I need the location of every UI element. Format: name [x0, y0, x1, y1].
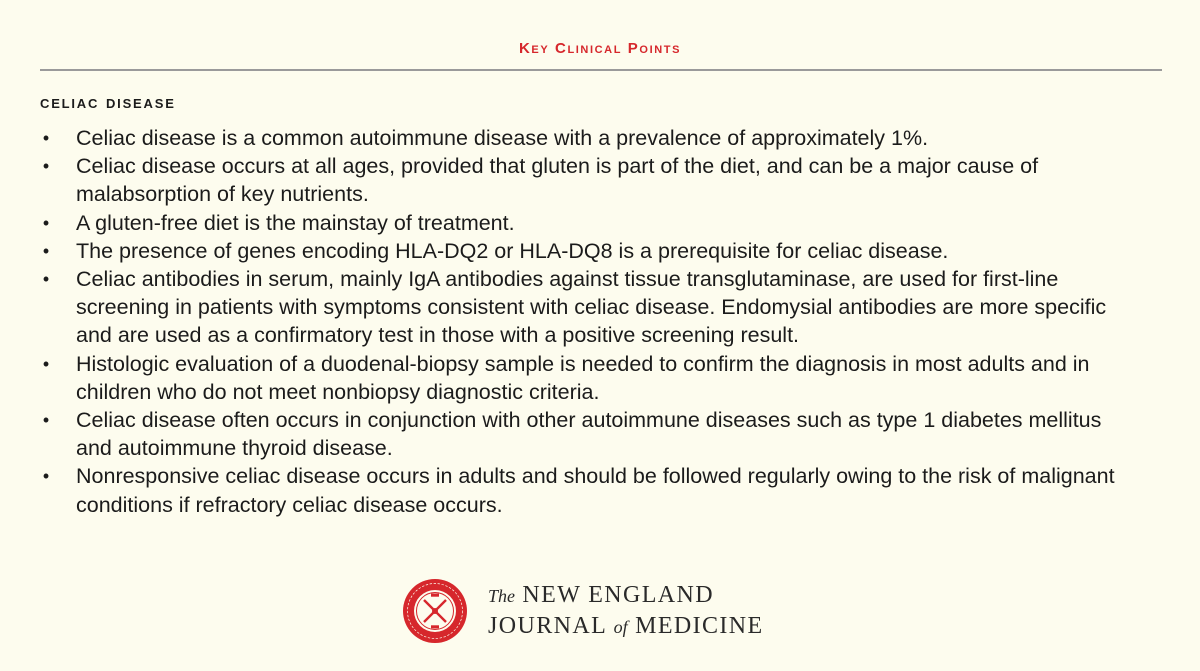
key-point-text: Celiac disease is a common autoimmune disease with a prevalence of approximately 1%.: [76, 126, 929, 150]
bullet-icon: •: [42, 128, 50, 148]
key-point-item: [40, 265, 1140, 350]
bullet-icon: •: [42, 466, 50, 487]
key-point-text: Histologic evaluation of a duodenal-biopsy sample is needed to confirm the diagnosis in most adults and in children who do not meet nonbiopsy diagnostic criteria.: [76, 351, 1090, 404]
key-point-text: Nonresponsive celiac disease occurs in adults and should be followed regularly owing to the risk of malignant conditions if refractory celiac disease occurs.: [76, 464, 1115, 517]
bullet-icon: •: [42, 410, 50, 431]
key-point-item: [40, 350, 1140, 406]
bullet-icon: •: [42, 353, 50, 374]
nejm-seal-icon: [402, 578, 468, 644]
key-point-text: Celiac disease often occurs in conjunction with other autoimmune diseases such as type 1 diabetes mellitus and autoimmune thyroid disease.: [76, 408, 1102, 461]
key-point-item: [40, 124, 1140, 152]
key-point-text: The presence of genes encoding HLA-DQ2 or HLA-DQ8 is a prerequisite for celiac disease.: [76, 238, 949, 263]
bullet-icon: •: [42, 212, 50, 233]
logo-line2b: MEDICINE: [635, 613, 764, 639]
key-point-item: [40, 237, 1140, 265]
key-point-item: [40, 152, 1140, 208]
journal-wordmark: [488, 580, 764, 642]
header-divider: [40, 69, 1162, 71]
key-point-text: A gluten-free diet is the mainstay of treatment.: [76, 210, 515, 235]
key-point-text: Celiac antibodies in serum, mainly IgA antibodies against tissue transglutaminase, are used for first-line screening in patients with symptoms consistent with celiac disease. Endomysial antibodies are more specific and are used as a confirmatory test in those with a positive screening result.: [76, 267, 1107, 348]
key-points-list: [40, 124, 1140, 519]
bullet-icon: •: [42, 269, 50, 290]
logo-line2a: JOURNAL: [488, 613, 607, 639]
logo-the: The: [488, 586, 515, 606]
bullet-icon: •: [42, 240, 50, 261]
header-title: Key Clinical Points: [518, 40, 682, 57]
section-heading: celiac disease: [40, 92, 176, 112]
logo-line1: NEW ENGLAND: [522, 582, 714, 608]
key-point-item: [40, 462, 1140, 518]
logo-of: of: [613, 617, 628, 637]
journal-logo: [402, 578, 764, 644]
key-point-text: Celiac disease occurs at all ages, provided that gluten is part of the diet, and can be a major cause of malabsorption of key nutrients.: [76, 154, 1039, 207]
key-point-item: [40, 406, 1140, 462]
bullet-icon: •: [42, 156, 50, 177]
key-point-item: [40, 209, 1140, 237]
